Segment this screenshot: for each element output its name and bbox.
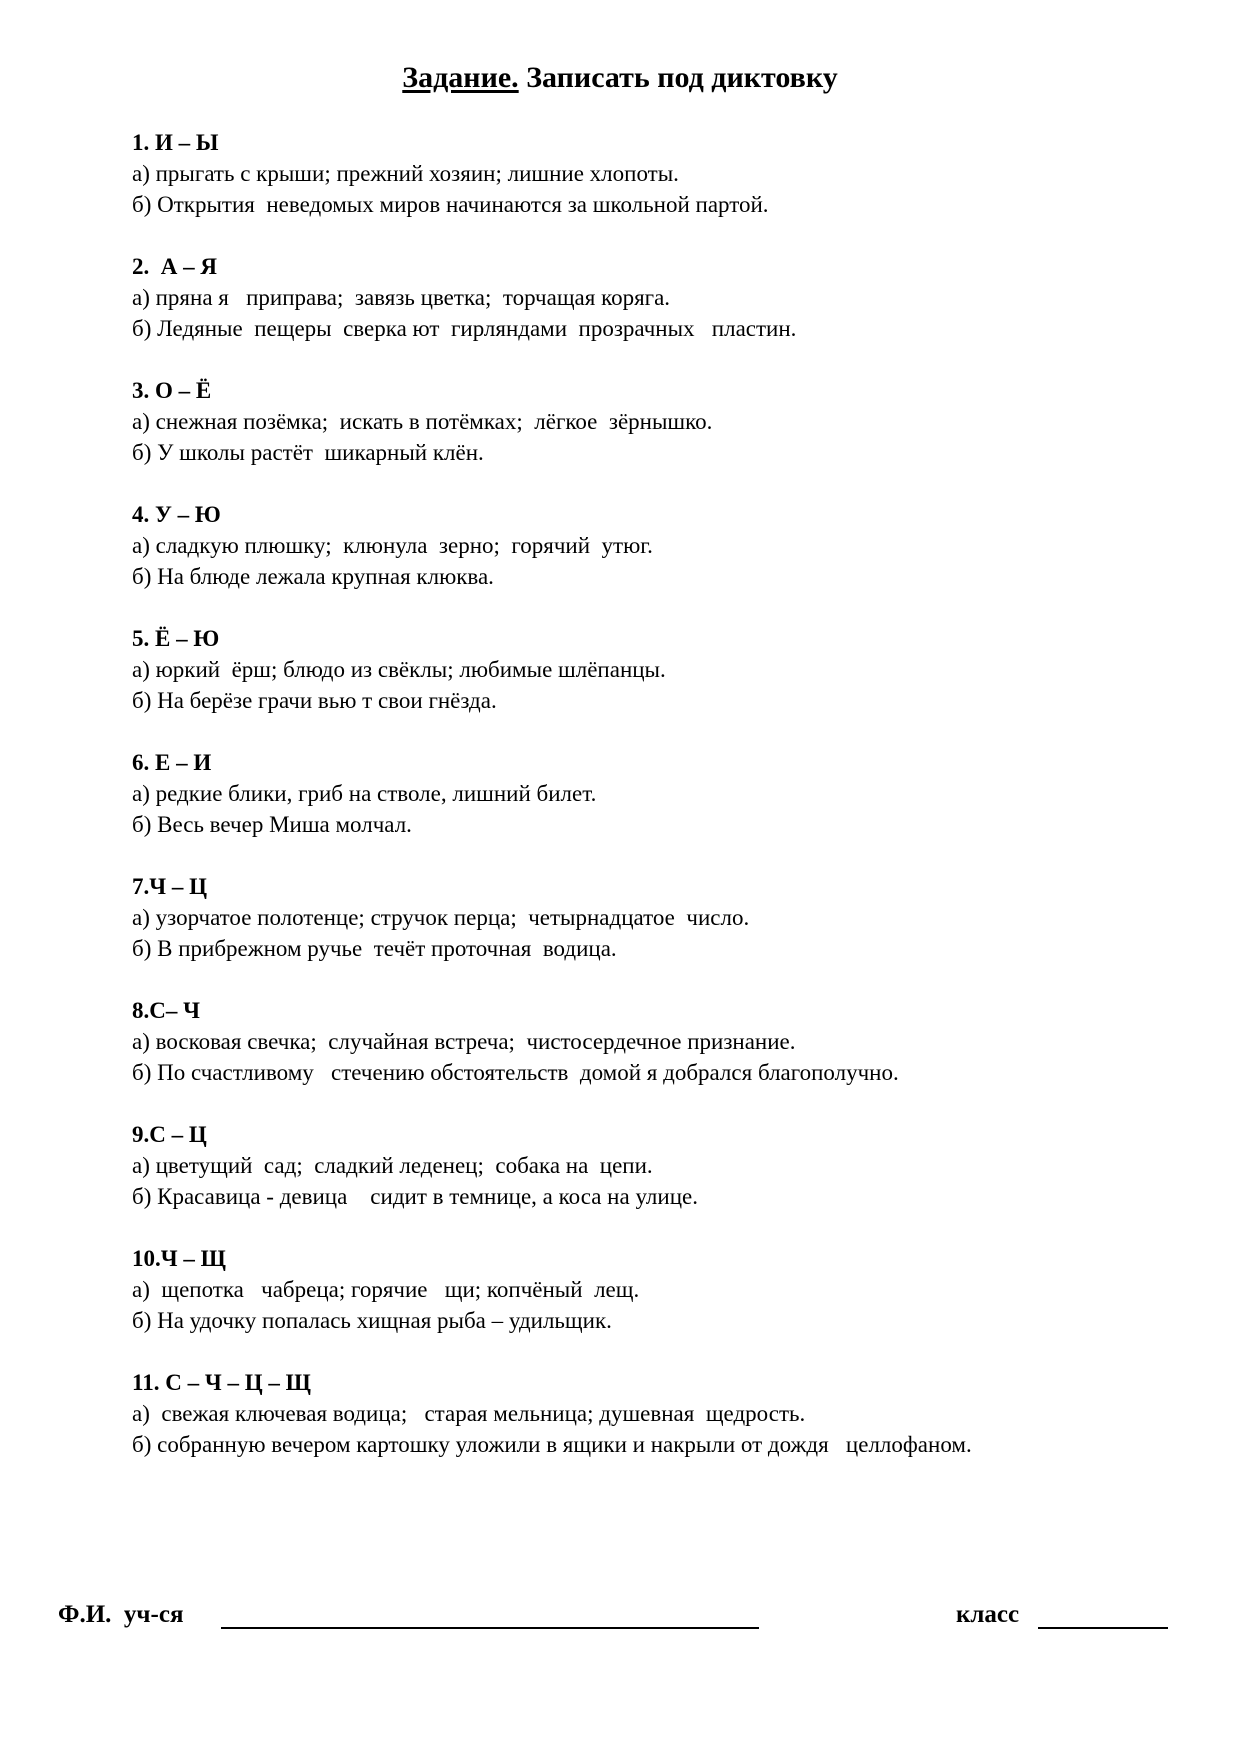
section-line-b: б) собранную вечером картошку уложили в ящики и накрыли от дождя целлофаном. [132,1432,972,1457]
section-line-b: б) В прибрежном ручье течёт проточная водица. [132,936,617,961]
section-line-b: б) Красавица - девица сидит в темнице, а коса на улице. [132,1184,698,1209]
section-heading: 10.Ч – Щ [132,1246,226,1271]
section-heading: 6. Е – И [132,750,212,775]
section-line-a: а) свежая ключевая водица; старая мельница; душевная щедрость. [132,1401,806,1426]
section-4 [132,499,1192,592]
section-line-b: б) На блюде лежала крупная клюква. [132,564,494,589]
section-7 [132,871,1192,964]
section-line-b: б) Открытия неведомых миров начинаются за школьной партой. [132,192,769,217]
page-title [0,58,1240,98]
section-2 [132,251,1192,344]
section-line-a: а) цветущий сад; сладкий леденец; собака на цепи. [132,1153,653,1178]
section-10 [132,1243,1192,1336]
section-line-b: б) Весь вечер Миша молчал. [132,812,412,837]
section-line-b: б) Ледяные пещеры сверка ют гирляндами прозрачных пластин. [132,316,797,341]
section-line-b: б) На удочку попалась хищная рыба – удильщик. [132,1308,612,1333]
title-task-label: Задание. [402,61,519,94]
section-8 [132,995,1192,1088]
section-line-b: б) По счастливому стечению обстоятельств домой я добрался благополучно. [132,1060,899,1085]
signature-footer [58,1595,1180,1635]
section-heading: 4. У – Ю [132,502,221,527]
section-line-a: а) прыгать с крыши; прежний хозяин; лишние хлопоты. [132,161,679,186]
section-6 [132,747,1192,840]
class-blank [1038,1627,1168,1629]
title-task-text: Записать под диктовку [518,61,838,94]
student-name-label: Ф.И. уч-ся [58,1601,184,1628]
section-line-b: б) У школы растёт шикарный клён. [132,440,484,465]
section-line-b: б) На берёзе грачи вью т свои гнёзда. [132,688,497,713]
section-heading: 2. А – Я [132,254,217,279]
section-line-a: а) редкие блики, гриб на стволе, лишний билет. [132,781,597,806]
section-line-a: а) щепотка чабреца; горячие щи; копчёный лещ. [132,1277,640,1302]
section-11 [132,1367,1192,1460]
section-line-a: а) узорчатое полотенце; стручок перца; четырнадцатое число. [132,905,750,930]
section-line-a: а) юркий ёрш; блюдо из свёклы; любимые шлёпанцы. [132,657,666,682]
section-heading: 8.С– Ч [132,998,200,1023]
section-9 [132,1119,1192,1212]
section-5 [132,623,1192,716]
dictation-sections [132,127,1192,1491]
section-heading: 7.Ч – Ц [132,874,208,899]
section-heading: 5. Ё – Ю [132,626,220,651]
section-1 [132,127,1192,220]
class-label: класс [956,1601,1020,1628]
section-line-a: а) восковая свечка; случайная встреча; чистосердечное признание. [132,1029,796,1054]
section-heading: 3. О – Ё [132,378,212,403]
student-name-blank [221,1627,759,1629]
section-heading: 1. И – Ы [132,130,219,155]
section-3 [132,375,1192,468]
section-heading: 9.С – Ц [132,1122,207,1147]
section-line-a: а) сладкую плюшку; клюнула зерно; горячий утюг. [132,533,653,558]
section-line-a: а) снежная позёмка; искать в потёмках; лёгкое зёрнышко. [132,409,713,434]
section-heading: 11. С – Ч – Ц – Щ [132,1370,311,1395]
section-line-a: а) пряна я приправа; завязь цветка; торчащая коряга. [132,285,671,310]
